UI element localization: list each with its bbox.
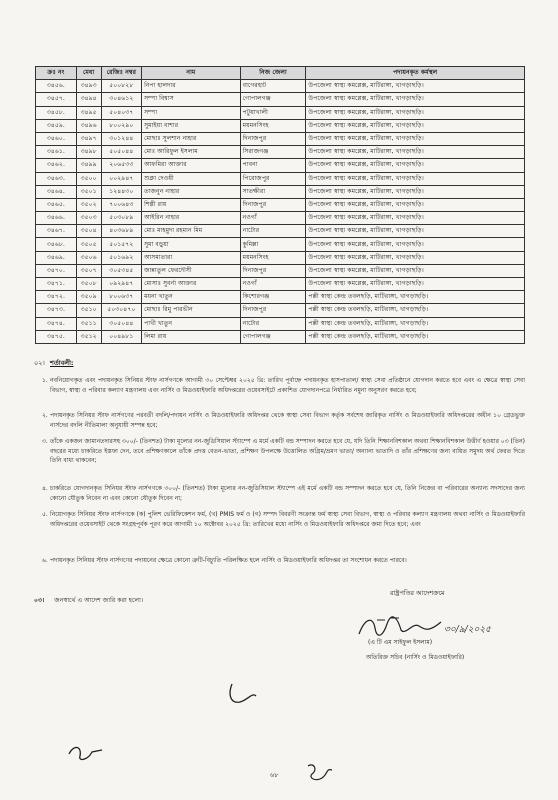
cell-serial: ৩৪৫৮. <box>36 106 77 119</box>
cell-home-district: দিনাজপুর <box>240 264 306 277</box>
cell-home-district: গোপালগঞ্জ <box>240 93 306 106</box>
cell-merit: ৩৫০৫ <box>76 238 101 251</box>
table-row <box>36 264 525 277</box>
header-merit: মেধা <box>76 67 101 80</box>
initial-mark-icon <box>304 760 334 784</box>
cell-posting-place: উপজেলা স্বাস্থ্য কমপ্লেক্স, মাটিরাঙ্গা, খাগড়াছড়ি। <box>306 251 525 264</box>
initial-mark-icon <box>226 678 260 708</box>
condition-item <box>42 556 525 566</box>
condition-item <box>42 411 525 430</box>
table-row <box>36 132 525 145</box>
cell-registration: ৩০৫৩৪৫ <box>101 264 142 277</box>
cell-serial: ৩৪৭৫. <box>36 330 77 343</box>
cell-merit: ৩৫০১ <box>76 185 101 198</box>
cell-serial: ৩৪৭৩. <box>36 304 77 317</box>
cell-merit: ৩৫০৬ <box>76 251 101 264</box>
table-row <box>36 185 525 198</box>
cell-home-district: কিশোরগঞ্জ <box>240 291 306 304</box>
cell-name: আফমিরা আক্তার <box>142 159 241 172</box>
cell-merit: ৩৫০৭ <box>76 264 101 277</box>
presidential-order-line: রাষ্ট্রপতির আদেশক্রমে <box>390 589 445 597</box>
cell-merit: ৩৪৯৫ <box>76 106 101 119</box>
cell-name: আসমাতারা <box>142 251 241 264</box>
condition-number: ৫. <box>42 511 48 518</box>
cell-posting-place: উপজেলা স্বাস্থ্য কমপ্লেক্স, মাটিরাঙ্গা, খাগড়াছড়ি। <box>306 225 525 238</box>
cell-registration: ৫০১৫৭২ <box>101 238 142 251</box>
condition-text: চাকরিতে যোগদানকৃত সিনিয়র স্টাফ নার্সগণকে ৩০০/- (তিনশত) টাকা মূল্যের নন-জুডিসিয়াল স্ট্যাম্পে এই মর্মে একটি বন্ড সম্পাদন করতে হবে যে, তিনি নিজের বা পরিবারের অন্যান্য সদস্যদের জন্য কোনো যৌতুক নিবেন না এবং কোনো যৌতুক দিবেন না; <box>50 485 525 502</box>
cell-name: সম্পা বিশ্বাস <box>142 93 241 106</box>
conditions-title: শর্তাবলী: <box>50 359 74 367</box>
cell-merit: ৩৪৯৪ <box>76 93 101 106</box>
cell-serial: ৩৪৬৫. <box>36 198 77 211</box>
header-posting-place: পদায়নকৃত কর্মস্থল <box>306 67 525 80</box>
cell-home-district: নাটোর <box>240 225 306 238</box>
cell-home-district: সাতক্ষীরা <box>240 185 306 198</box>
cell-registration: ৫০৩০৪৭০ <box>101 304 142 317</box>
header-registration: রেজিঃ নম্বর <box>101 67 142 80</box>
table-row <box>36 80 525 93</box>
cell-registration: ৩০৫০৪৪ <box>101 317 142 330</box>
table-row <box>36 238 525 251</box>
header-name: নাম <box>142 67 241 80</box>
signatory-name: (এ টি এম সাইফুল ইসলাম) <box>368 639 433 646</box>
condition-text: পদায়নকৃত সিনিয়র স্টাফ নার্সগণের পদায়নের ক্ষেত্রে কোনো ত্রুটি-বিচ্যুতি পরিলক্ষিত হলে নার্সিং ও মিডওয়াইফারি অধিদপ্তর তা সংশোধন করতে পারবে। <box>50 557 407 564</box>
condition-text: পদায়নকৃত সিনিয়র স্টাফ নার্সগণের পরবর্তী বদলি/পদায়ন নার্সিং ও মিডওয়াইফারি অধিদপ্তর থেকে স্বাস্থ্য সেবা বিভাগ কর্তৃক সর্বশেষ জারিকৃত নার্সিং ও মিডওয়াইফারি অধিদপ্তরের অধীন ১০ গ্রেডভুক্ত নার্সদের বদলি নীতিমালা অনুযায়ী সম্পন্ন হবে; <box>50 412 525 429</box>
cell-merit: ৩৪৯৭ <box>76 132 101 145</box>
initial-mark-icon <box>66 742 106 764</box>
cell-home-district: পটুয়াখালী <box>240 106 306 119</box>
cell-name: পাখী খাতুন <box>142 317 241 330</box>
cell-posting-place: উপজেলা স্বাস্থ্য কমপ্লেক্স, মাটিরাঙ্গা, খাগড়াছড়ি। <box>306 93 525 106</box>
cell-name: মোসাঃ সুবর্না আক্তার <box>142 278 241 291</box>
condition-number: ১. <box>42 377 48 384</box>
section-2-number: ০২। <box>34 359 45 367</box>
cell-name: সম্পা <box>142 106 241 119</box>
cell-home-district: গোপালগঞ্জ <box>240 330 306 343</box>
cell-merit: ৩৫০০ <box>76 172 101 185</box>
cell-registration: ৫০৪০৩৭ <box>101 106 142 119</box>
cell-registration: ৪০৩৬৮৯ <box>101 225 142 238</box>
cell-home-district: পিরোজপুর <box>240 172 306 185</box>
nurse-posting-table <box>35 66 525 344</box>
condition-text: তাঁকে একজন জামানতদারসহ ৩০০/- (তিনশত) টাকা মূল্যের নন-জুডিসিয়াল স্ট্যাম্পে এ মর্মে একটি বন্ড সম্পাদন করতে হবে যে, যদি তিনি শিক্ষানবিশকাল অথবা শিক্ষানবিশকাল উত্তীর্ণ হওয়ার ০৩ (তিন) বছরের মধ্যে চাকরিতে ইস্তফা দেন, তবে প্রশিক্ষণকালে তাঁকে প্রদত্ত বেতন-ভাতা, প্রশিক্ষণ উপলক্ষে উত্তোলিত অগ্রিম/ভ্রমণ ভাতা/ অন্যান্য ভাতাদি ও তাঁর প্রশিক্ষণের জন্য ব্যয়িত সমুদয় অর্থ ফেরত দিতে তিনি বাধ্য থাকবেন; <box>50 438 525 465</box>
condition-number: ৩. <box>42 438 48 445</box>
cell-registration: ২০৬৫৩৩ <box>101 159 142 172</box>
signature-date: ৩০/৯/২০২৫ <box>444 625 492 635</box>
cell-home-district: ময়মনসিংহ <box>240 119 306 132</box>
cell-posting-place: পল্লী স্বাস্থ্য কেন্দ্র তবলছড়ি, মাটিরাঙ্গা, খাগড়াছড়ি। <box>306 304 525 317</box>
cell-serial: ৩৪৫৬. <box>36 80 77 93</box>
cell-home-district: দিনাজপুর <box>240 132 306 145</box>
cell-serial: ৩৪৭১. <box>36 278 77 291</box>
cell-name: শিল্পী রায় <box>142 198 241 211</box>
cell-name: ময়না খাতুন <box>142 291 241 304</box>
cell-merit: ৩৫১০ <box>76 304 101 317</box>
table-row <box>36 317 525 330</box>
table-row <box>36 172 525 185</box>
cell-registration: ০০২৯৪৭ <box>101 172 142 185</box>
condition-number: ২. <box>42 412 48 419</box>
condition-item <box>42 484 525 503</box>
condition-number: ৪. <box>42 485 48 492</box>
cell-home-district: দিনাজপুর <box>240 304 306 317</box>
cell-posting-place: উপজেলা স্বাস্থ্য কমপ্লেক্স, মাটিরাঙ্গা, খাগড়াছড়ি। <box>306 146 525 159</box>
table-body <box>36 80 525 344</box>
condition-item <box>42 437 525 466</box>
cell-name: জান্নাতুল ফেরদৌসী <box>142 264 241 277</box>
cell-serial: ৩৪৫৭. <box>36 93 77 106</box>
cell-merit: ৩৫০৯ <box>76 291 101 304</box>
cell-serial: ৩৪৬৩. <box>36 172 77 185</box>
cell-posting-place: পল্লী স্বাস্থ্য কেন্দ্র তবলছড়ি, মাটিরাঙ্গা, খাগড়াছড়ি। <box>306 291 525 304</box>
cell-registration: ৩০৪৬১২ <box>101 93 142 106</box>
section-3 <box>34 595 143 606</box>
condition-item <box>42 510 525 529</box>
cell-name: তাজনুন নাহার <box>142 185 241 198</box>
cell-name: সুমাইয়া বাশার <box>142 119 241 132</box>
table-row <box>36 159 525 172</box>
cell-serial: ৩৪৬৭. <box>36 225 77 238</box>
table-row <box>36 198 525 211</box>
header-home-district: নিজ জেলা <box>240 67 306 80</box>
cell-posting-place: উপজেলা স্বাস্থ্য কমপ্লেক্স, মাটিরাঙ্গা, খাগড়াছড়ি। <box>306 132 525 145</box>
cell-registration: ১২৪৪৩০ <box>101 185 142 198</box>
cell-registration: ৫০৫০৪৪ <box>101 146 142 159</box>
cell-posting-place: উপজেলা স্বাস্থ্য কমপ্লেক্স, মাটিরাঙ্গা, খাগড়াছড়ি। <box>306 119 525 132</box>
cell-merit: ৩৪৯৩ <box>76 80 101 93</box>
cell-merit: ৩৫০৮ <box>76 278 101 291</box>
table-row <box>36 93 525 106</box>
page-number: ৬৮ <box>270 771 279 779</box>
table-row <box>36 119 525 132</box>
table-row <box>36 212 525 225</box>
condition-number: ৬. <box>42 557 48 564</box>
table-row <box>36 304 525 317</box>
cell-name: সুমা বড়ুয়া <box>142 238 241 251</box>
cell-home-district: নওগাঁ <box>240 278 306 291</box>
cell-name: শুক্লা দেওয়ী <box>142 172 241 185</box>
cell-registration: ৮০০৬৩৭ <box>101 291 142 304</box>
cell-serial: ৩৪৬১. <box>36 146 77 159</box>
cell-posting-place: পল্লী স্বাস্থ্য কেন্দ্র তবলছড়ি, মাটিরাঙ্গা, খাগড়াছড়ি। <box>306 330 525 343</box>
cell-home-district: নাটোর <box>240 317 306 330</box>
cell-merit: ৩৫১১ <box>76 317 101 330</box>
cell-registration: ৫০০৮২৮ <box>101 80 142 93</box>
table-row <box>36 146 525 159</box>
cell-home-district: ময়মনসিংহ <box>240 251 306 264</box>
cell-serial: ৩৪৬৮. <box>36 238 77 251</box>
cell-merit: ৩৫০৩ <box>76 212 101 225</box>
cell-posting-place: উপজেলা স্বাস্থ্য কমপ্লেক্স, মাটিরাঙ্গা, খাগড়াছড়ি। <box>306 238 525 251</box>
cell-posting-place: উপজেলা স্বাস্থ্য কমপ্লেক্স, মাটিরাঙ্গা, খাগড়াছড়ি। <box>306 185 525 198</box>
cell-registration: ৩০১২৪৪ <box>101 132 142 145</box>
cell-merit: ৩৫০৪ <box>76 225 101 238</box>
cell-serial: ৩৪৫৯. <box>36 119 77 132</box>
cell-home-district: পাবনা <box>240 159 306 172</box>
cell-merit: ৩৫১২ <box>76 330 101 343</box>
cell-posting-place: উপজেলা স্বাস্থ্য কমপ্লেক্স, মাটিরাঙ্গা, খাগড়াছড়ি। <box>306 278 525 291</box>
table-row <box>36 106 525 119</box>
cell-posting-place: উপজেলা স্বাস্থ্য কমপ্লেক্স, মাটিরাঙ্গা, খাগড়াছড়ি। <box>306 159 525 172</box>
cell-merit: ৩৫০২ <box>76 198 101 211</box>
cell-registration: ৫০৩০৮৯ <box>101 212 142 225</box>
cell-posting-place: উপজেলা স্বাস্থ্য কমপ্লেক্স, মাটিরাঙ্গা, খাগড়াছড়ি। <box>306 198 525 211</box>
cell-home-district: কুমিল্লা <box>240 238 306 251</box>
cell-registration: ৮০০২৯০ <box>101 119 142 132</box>
cell-home-district: দিনাজপুর <box>240 198 306 211</box>
cell-name: আইরিন নাহার <box>142 212 241 225</box>
signatory-title: অতিরিক্ত সচিব (নার্সিং ও মিডওয়াইফারি) <box>366 654 465 661</box>
cell-home-district: সিরাজগঞ্জ <box>240 146 306 159</box>
header-serial: ক্রঃ নং <box>36 67 77 80</box>
cell-registration: ০৯২৯৪৭ <box>101 278 142 291</box>
cell-home-district: বাগেরহাট <box>240 80 306 93</box>
cell-name: লিমা রায় <box>142 330 241 343</box>
cell-merit: ৩৪৯৬ <box>76 119 101 132</box>
cell-posting-place: উপজেলা স্বাস্থ্য কমপ্লেক্স, মাটিরাঙ্গা, খাগড়াছড়ি। <box>306 212 525 225</box>
table-row <box>36 291 525 304</box>
cell-posting-place: পল্লী স্বাস্থ্য কেন্দ্র তবলছড়ি, মাটিরাঙ্গা, খাগড়াছড়ি। <box>306 317 525 330</box>
condition-text: নবনিয়োগকৃত এবং পদায়নকৃত সিনিয়র স্টাফ নার্সগণকে আগামী ৩০ সেপ্টেম্বর ২০২৫ খ্রি: তারিখ পূর্বাহ্নে পদায়নকৃত হাসপাতাল/ স্বাস্থ্য সেবা প্রতিষ্ঠানে যোগদান করতে হবে এবং এ ক্ষেত্রে স্বাস্থ্য সেবা বিভাগ, স্বাস্থ্য ও পরিবার কল্যাণ মন্ত্রণালয় এবং নার্সিং ও মিডওয়াইফারি অধিদপ্তরের ওয়েবসাইটে প্রকাশিত যোগদানপত্রে নির্ধারিত নমুনা অনুসরণ করতে হবে; <box>50 377 525 394</box>
section-3-text: জনস্বার্থে এ আদেশ জারি করা হলো। <box>54 597 144 604</box>
section-3-number: ০৩। <box>34 597 45 604</box>
cell-posting-place: উপজেলা স্বাস্থ্য কমপ্লেক্স, মাটিরাঙ্গা, খাগড়াছড়ি। <box>306 172 525 185</box>
table-row <box>36 251 525 264</box>
cell-serial: ৩৪৬৬. <box>36 212 77 225</box>
cell-registration: ৫০১৬৯২ <box>101 251 142 264</box>
cell-posting-place: উপজেলা স্বাস্থ্য কমপ্লেক্স, মাটিরাঙ্গা, খাগড়াছড়ি। <box>306 264 525 277</box>
table-row <box>36 330 525 343</box>
cell-name: মোঃ মাহমুদা রহমান মিম <box>142 225 241 238</box>
cell-serial: ৩৪৬২. <box>36 159 77 172</box>
table-row <box>36 278 525 291</box>
cell-name: মোছাঃ সুলশান নাহার <box>142 132 241 145</box>
cell-posting-place: উপজেলা স্বাস্থ্য কমপ্লেক্স, মাটিরাঙ্গা, খাগড়াছড়ি। <box>306 106 525 119</box>
cell-serial: ৩৪৬৯. <box>36 251 77 264</box>
cell-serial: ৩৪৭২. <box>36 291 77 304</box>
cell-home-district: নওগাঁ <box>240 212 306 225</box>
cell-registration: ৭০০৬৪৩ <box>101 198 142 211</box>
table-row <box>36 225 525 238</box>
cell-serial: ৩৪৬৪. <box>36 185 77 198</box>
cell-name: মোছাঃ রিমু পারভীন <box>142 304 241 317</box>
cell-serial: ৩৪৭৪. <box>36 317 77 330</box>
condition-item <box>42 376 525 395</box>
cell-merit: ৩৪৯৯ <box>76 159 101 172</box>
table-header-row <box>36 67 525 80</box>
cell-serial: ৩৪৭০. <box>36 264 77 277</box>
cell-registration: ০০৪৯৮১ <box>101 330 142 343</box>
condition-text: নিয়োগকৃত সিনিয়র স্টাফ নার্সগণকে (ক) পুলিশ ভেরিফিকেশন ফর্ম, (খ) PMIS ফর্ম ও (গ) সম্পদ বিবরণী সংক্রান্ত ফর্ম স্বাস্থ্য সেবা বিভাগ, স্বাস্থ্য ও পরিবার কল্যাণ মন্ত্রণালয় অথবা নার্সিং ও মিডওয়াইফারি অধিদপ্তরের ওয়েবসাইট থেকে সংগ্রহপূর্বক পূরণ করে আগামী ১০ অক্টোবর ২০২৫ খ্রি: তারিখের মধ্যে নার্সিং ও মিডওয়াইফারি অধিদপ্তরে জমা দিতে হবে; এবং <box>50 511 525 528</box>
cell-serial: ৩৪৬০. <box>36 132 77 145</box>
cell-name: নিপা হালদার <box>142 80 241 93</box>
cell-name: মোঃ আরিফুল ইসলাম <box>142 146 241 159</box>
cell-merit: ৩৪৯৮ <box>76 146 101 159</box>
cell-posting-place: উপজেলা স্বাস্থ্য কমপ্লেক্স, মাটিরাঙ্গা, খাগড়াছড়ি। <box>306 80 525 93</box>
